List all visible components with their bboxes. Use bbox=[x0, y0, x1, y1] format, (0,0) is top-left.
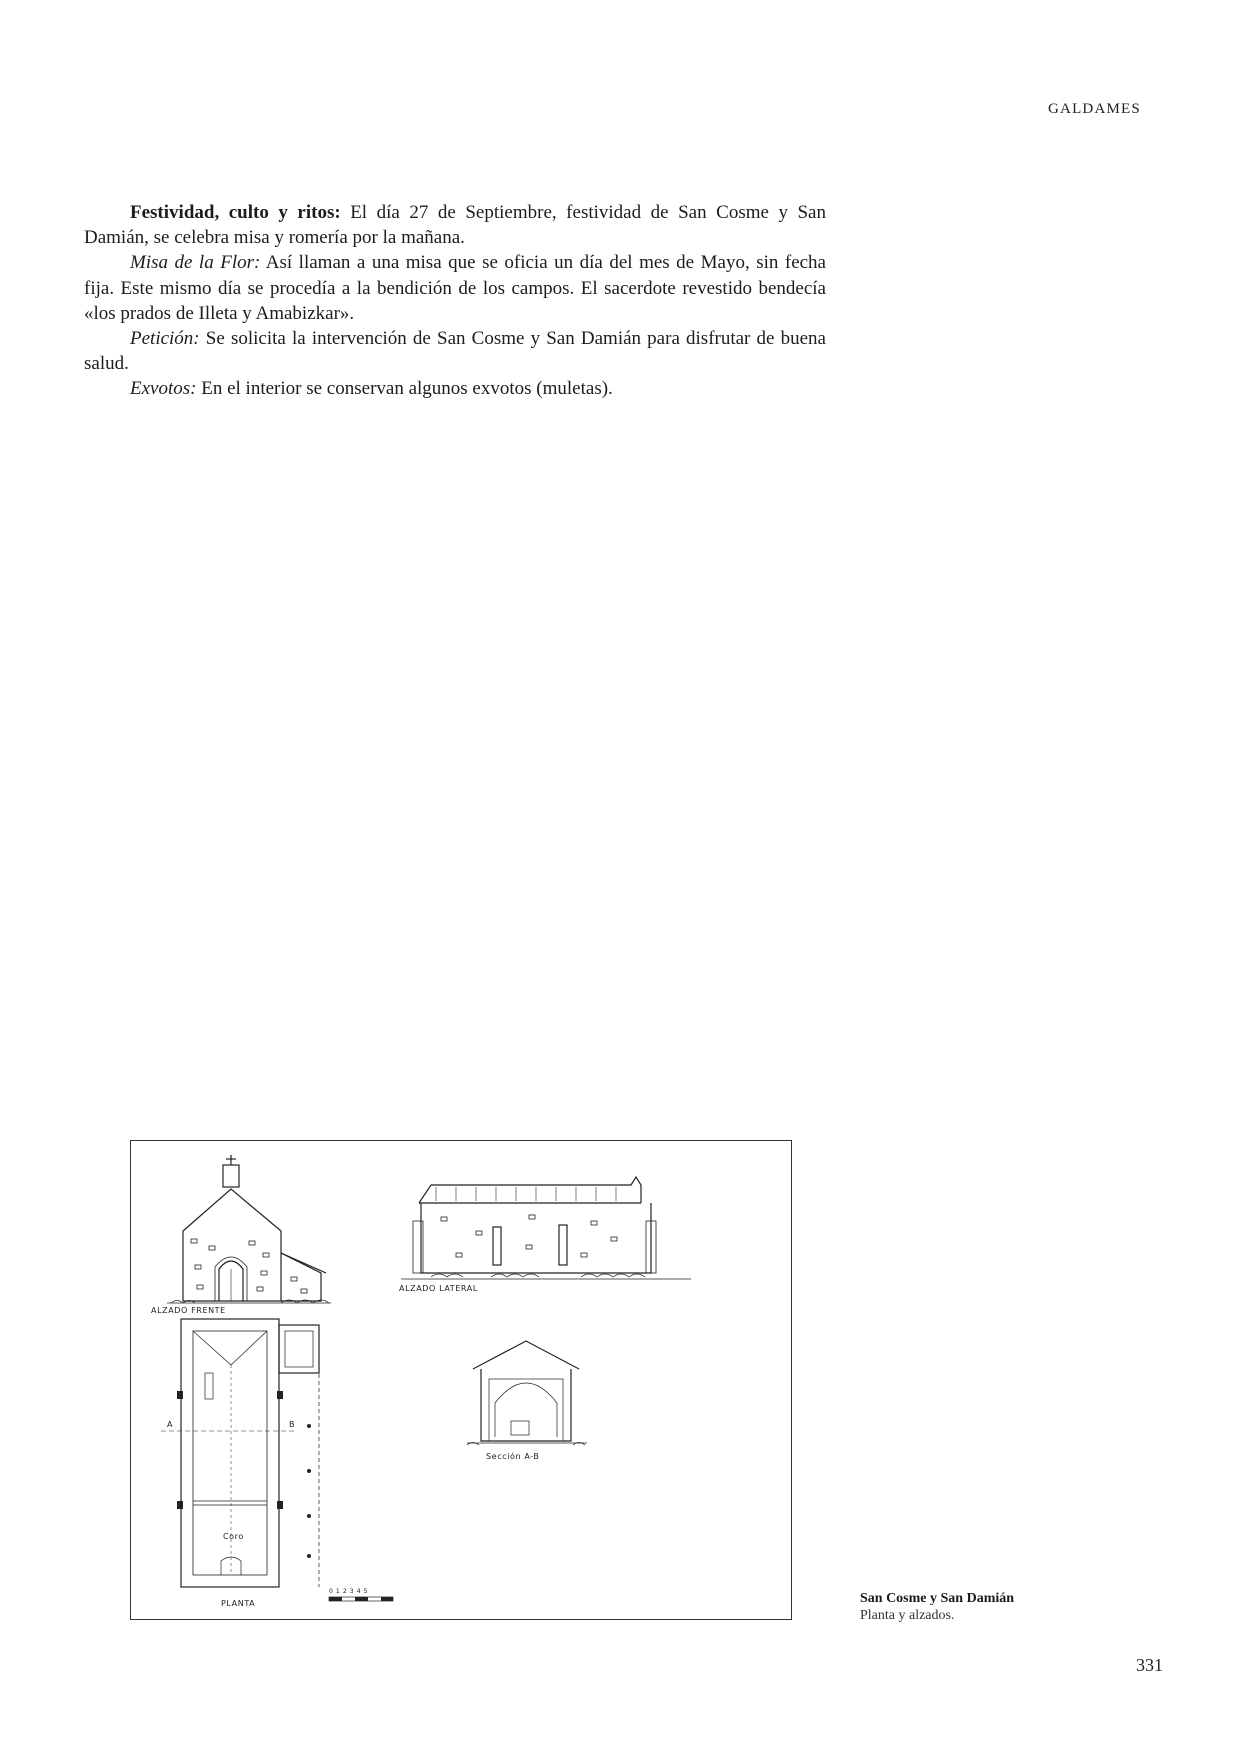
drawing-svg bbox=[131, 1141, 791, 1619]
paragraph-lead: Exvotos: bbox=[130, 378, 197, 400]
page-number: 331 bbox=[1136, 1655, 1163, 1675]
paragraph-misa-flor bbox=[84, 250, 826, 326]
paragraph-lead: Misa de la Flor: bbox=[130, 252, 261, 274]
caption-title: San Cosme y San Damián bbox=[860, 1591, 1015, 1606]
label-side-elevation: ALZADO LATERAL bbox=[399, 1284, 478, 1293]
paragraph-lead: Petición: bbox=[130, 328, 200, 350]
body-text bbox=[84, 200, 826, 402]
figure-caption bbox=[860, 1590, 1110, 1624]
front-elevation-drawing bbox=[167, 1155, 331, 1303]
side-elevation-drawing bbox=[401, 1177, 691, 1279]
running-head: GALDAMES bbox=[1048, 101, 1141, 117]
paragraph-lead: Festividad, culto y ritos: bbox=[130, 202, 341, 223]
paragraph-peticion bbox=[84, 326, 826, 376]
floor-plan-drawing bbox=[161, 1319, 319, 1587]
label-section: Sección A-B bbox=[486, 1452, 540, 1461]
paragraph-text: Se solicita la intervención de San Cosme y San Damián para disfrutar de buena salud. bbox=[84, 328, 826, 375]
label-plan: PLANTA bbox=[221, 1599, 256, 1608]
scale-bar bbox=[329, 1597, 393, 1601]
paragraph-text: El día 27 de Septiembre, festividad de San Cosme y San Damián, se celebra misa y romería por la mañana. bbox=[84, 202, 826, 249]
label-scale: 0 1 2 3 4 5 bbox=[329, 1588, 369, 1595]
label-mark-b: B bbox=[289, 1420, 296, 1429]
label-front-elevation: ALZADO FRENTE bbox=[151, 1306, 226, 1315]
caption-subtitle: Planta y alzados. bbox=[860, 1608, 955, 1623]
paragraph-text: En el interior se conservan algunos exvotos (muletas). bbox=[196, 378, 613, 400]
section-drawing bbox=[467, 1341, 587, 1445]
label-mark-a: A bbox=[167, 1420, 174, 1429]
paragraph-exvotos bbox=[84, 376, 826, 401]
label-coro: Coro bbox=[223, 1532, 244, 1541]
architectural-drawing bbox=[130, 1140, 792, 1620]
paragraph-text: Así llaman a una misa que se oficia un día del mes de Mayo, sin fecha fija. Este mismo día se procedía a la bendición de los campos. El sacerdote revestido bendecía «los prados de Illeta y Amabizkar». bbox=[84, 252, 826, 324]
paragraph-festividad bbox=[84, 200, 826, 250]
